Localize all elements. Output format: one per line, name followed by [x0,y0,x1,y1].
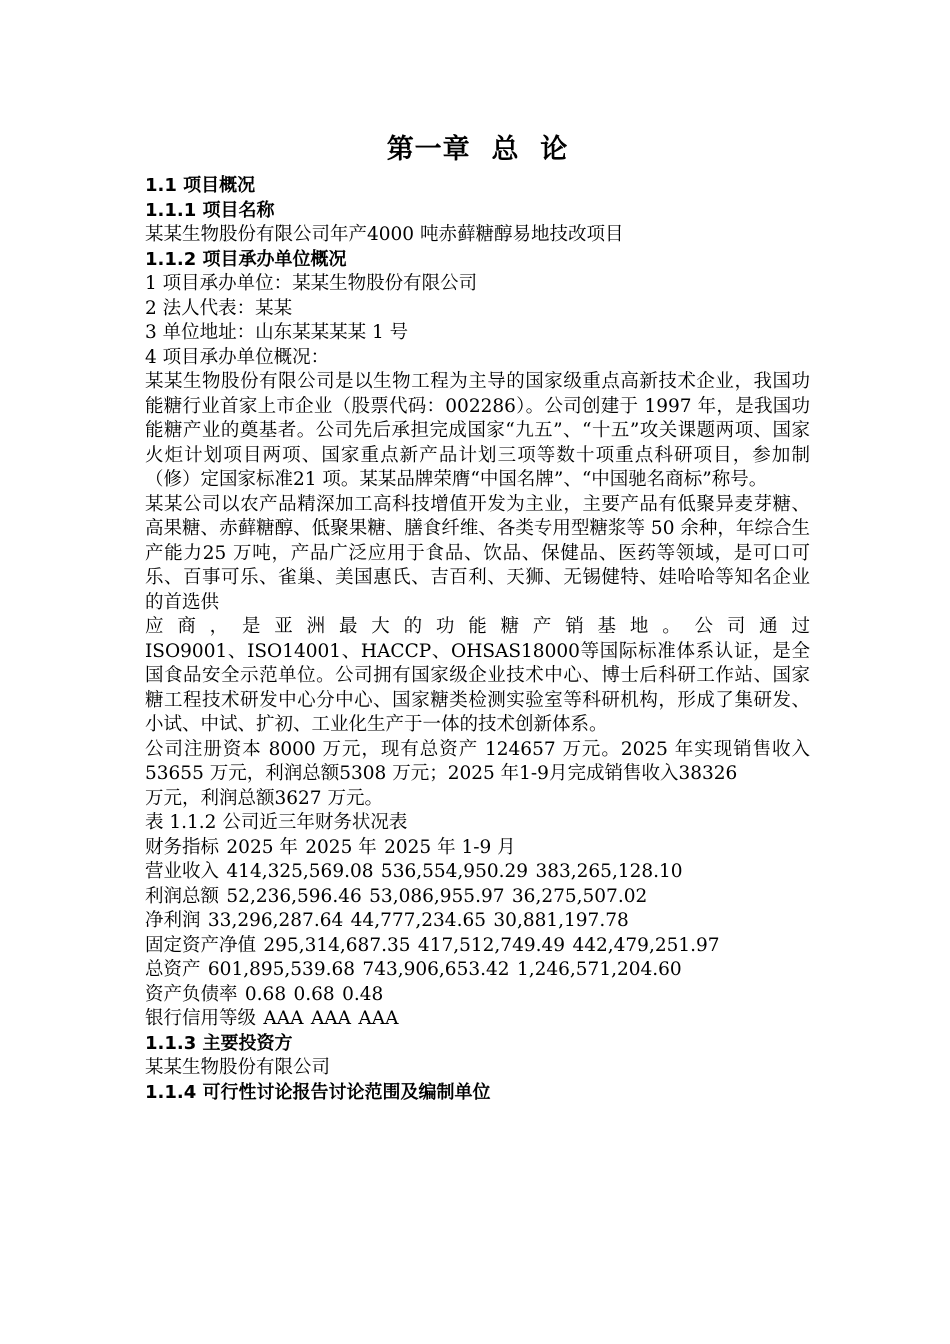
company-paragraph-2b: 应商，是亚洲最大的功能糖产销基地。公司通过 [145,616,810,637]
table-cell: 601,895,539.68 [207,959,356,980]
project-name: 某某生物股份有限公司年产4000 吨赤藓糖醇易地技改项目 [145,224,624,245]
table-cell: 0.68 [244,983,287,1005]
company-paragraph-1: 某某生物股份有限公司是以生物工程为主导的国家级重点高新技术企业，我国功能糖行业首家上市企业（股票代码：002286）。公司创建于 1997 年，是我国功能糖产业的奠基者。公司先后承担完成国家“九五”、“十五”攻关课题两项、国家火炬计划项目两项、国家重点新产品计划三项等数十项重点科研项目，参加制（修）定国家标准21 项。某某品牌荣膺“中国名牌”、“中国驰名商标”称号。 [145,371,810,490]
table-cell: 资产负债率 [145,983,238,1005]
section-heading-1-1-2: 1.1.2 项目承办单位概况 [145,248,347,270]
table-row [145,860,810,885]
list-item-overview: 4 项目承办单位概况： [145,346,330,368]
table-row [145,1007,810,1032]
table-cell: 2025 年 [226,836,298,858]
table-cell: 414,325,569.08 [226,861,374,882]
table-cell: 442,479,251.97 [572,934,720,956]
table-cell: 利润总额 [145,885,220,907]
table-cell: AAA [310,1008,351,1029]
table-row [145,983,810,1008]
investor-name: 某某生物股份有限公司 [145,1057,331,1078]
finance-table [145,836,810,1032]
finance-paragraph: 公司注册资本 8000 万元，现有总资产 124657 万元。2025 年实现销售收入53655 万元，利润总额5308 万元；2025 年1-9月完成销售收入38326 [145,738,810,784]
section-heading-1-1: 1.1 项目概况 [145,175,256,196]
table-row [145,934,810,959]
table-cell: 财务指标 [145,836,220,858]
section-heading-1-1-1: 1.1.1 项目名称 [145,199,275,221]
table-cell: 净利润 [145,910,201,931]
table-cell: 总资产 [145,959,201,980]
table-cell: 53,086,955.97 [369,885,505,907]
table-cell: 营业收入 [145,861,220,882]
table-cell: 33,296,287.64 [207,910,344,931]
section-heading-1-1-3: 1.1.3 主要投资方 [145,1032,293,1054]
table-row [145,909,810,934]
table-row [145,958,810,983]
table-row [145,836,810,861]
table-cell: 0.68 [293,983,335,1005]
table-cell: 52,236,596.46 [226,885,362,907]
table-cell: 银行信用等级 [145,1008,257,1029]
table-cell: 417,512,749.49 [417,934,566,956]
section-heading-1-1-4: 1.1.4 可行性讨论报告讨论范围及编制单位 [145,1081,491,1103]
table-cell: 30,881,197.78 [493,910,629,931]
table-cell: 2025 年 1-9 月 [384,836,516,858]
table-cell: 295,314,687.35 [263,934,411,956]
document-body [145,174,810,1105]
list-item-legal-rep: 2 法人代表：某某 [145,297,293,319]
table-cell: AAA [263,1008,304,1029]
company-paragraph-2c: ISO9001、ISO14001、HACCP、OHSAS18000等国际标准体系认证，是全国食品安全示范单位。公司拥有国家级企业技术中心、博士后科研工作站、国家糖工程技术研发中心分中心、国家糖类检测实验室等科研机构，形成了集研发、小试、中试、扩初、工业化生产于一体的技术创新体系。 [145,640,810,735]
table-cell: 536,554,950.29 [380,861,529,882]
list-item-address: 3 单位地址：山东某某某某 1 号 [145,322,409,343]
table-caption: 表 1.1.2 公司近三年财务状况表 [145,812,408,833]
table-cell: 44,777,234.65 [350,910,487,931]
company-paragraph-2a: 某某公司以农产品精深加工高科技增值开发为主业，主要产品有低聚异麦芽糖、高果糖、赤藓糖醇、低聚果糖、膳食纤维、各类专用型糖浆等 50 余种，年综合生产能力25 万吨，产品广泛应用于食品、饮品、保健品、医药等领域，是可口可乐、百事可乐、雀巢、美国惠氏、吉百利、天狮、无锡健特、娃哈哈等知名企业的首选供 [145,493,810,613]
table-cell: 743,906,653.42 [362,959,510,980]
finance-paragraph-cont: 万元，利润总额3627 万元。 [145,787,383,809]
table-cell: 0.48 [342,983,384,1005]
table-cell: 36,275,507.02 [511,885,648,907]
table-row [145,885,810,910]
table-cell: 固定资产净值 [145,934,257,956]
table-cell: 383,265,128.10 [535,861,683,882]
table-cell: AAA [358,1008,399,1029]
list-item-organizer: 1 项目承办单位：某某生物股份有限公司 [145,273,478,294]
table-cell: 1,246,571,204.60 [516,959,682,980]
table-cell: 2025 年 [305,836,377,858]
chapter-title: 第一章 总 论 [386,134,569,165]
